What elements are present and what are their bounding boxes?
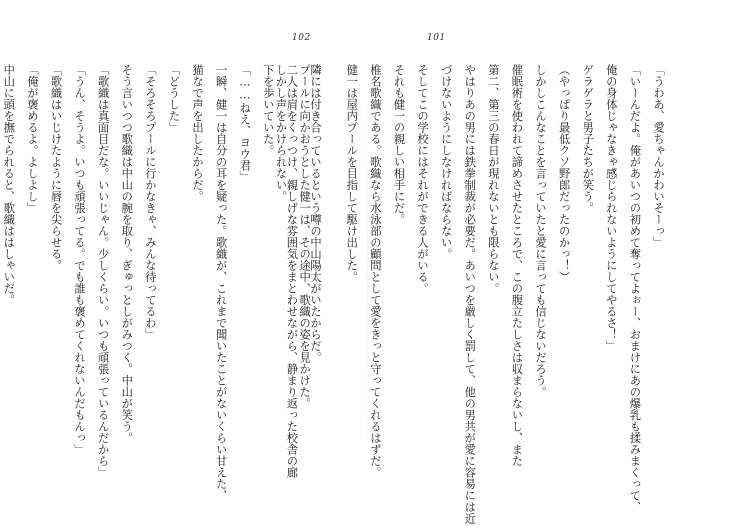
text-line: 「うわあ、愛ちゃんかわいそーっ」: [652, 64, 665, 248]
text-line: 猫なで声を出したからだ。: [191, 64, 205, 202]
text-line: ゲラゲラと男子たちが笑う。: [581, 64, 595, 214]
text-line: 「そろそろプールに行かなきゃ、みんな待ってるわ」: [143, 64, 157, 340]
text-line: づけないようにしなければならない。: [439, 64, 453, 260]
text-line: しかし声をかけられない。: [274, 64, 288, 202]
text-line: 第二、第三の春日が現れないとも限らない。: [486, 64, 500, 294]
text-line: そう言いつつ歌織は中山の腕を取り、ぎゅっとしがみつく。中山が笑う。: [120, 64, 134, 444]
text-line: 隣には付き合っているという噂の中山陽太がいたからだ。: [309, 64, 322, 363]
left-page-text: [2, 64, 327, 501]
text-line: しかしこんなことを言っていたと愛に言っても信じないだろう。: [534, 64, 548, 398]
text-line: プールに向かおうとした健一は、その途中、歌織の姿を見かけた。: [298, 64, 312, 409]
text-line: そしてこの学校にはそれができる人がいる。: [416, 64, 430, 294]
text-line: それも健一の親しい相手にだ。: [392, 64, 406, 225]
text-line: （やっぱり最低クソ野郎だったのかっ！）: [557, 64, 571, 283]
text-line: 「俺が褒めるよ。よしよし」: [25, 64, 39, 214]
page-number-left: 102: [292, 33, 311, 43]
text-line: 「いーんだよ。俺があいつの初めて奪ってよぉー、おまけにあの爆乳も揉みまくって、: [628, 64, 642, 513]
text-line: 俺の身体じゃなきゃ感じられないようにしてやるさ！」: [604, 64, 618, 352]
page-number-right: 101: [427, 33, 446, 43]
text-line: 下を歩いていた。: [261, 64, 275, 156]
text-line: 椎名歌織である。歌織なら水泳部の顧問として愛をきっと守ってくれるはずだ。: [368, 64, 382, 478]
text-line: 中山に頭を撫でられると、歌織ははしゃいだ。: [2, 64, 16, 306]
text-line: 「うん、そうよ。いつも頑張ってる。でも誰も褒めてくれないんだもんっ」: [73, 64, 87, 455]
text-line: 「……ねえ、ヨウ君」: [238, 64, 252, 183]
text-line: 二人は肩をくっつけ、親しげな雰囲気をまとわせながら、静まり返った校舎の廊: [285, 64, 299, 478]
text-line: やはりあの男には鉄拳制裁が必要だ。あいつを厳しく罰して、他の男共が愛に容易には近: [463, 64, 477, 524]
text-line: 「歌織は真面目だな。いいじゃん。少しくらい。いつも頑張っているんだから」: [96, 64, 110, 478]
text-line: 「どうした」: [167, 64, 181, 133]
text-line: 健一は屋内プールを目指して駆け出した。: [345, 64, 359, 283]
text-line: 催眠術を使われて諦めさせたところで、この腹立たしさは収まらないし、また: [510, 64, 524, 467]
text-line: 一瞬、健一は自分の耳を疑った。歌織が、これまで聞いたことがないくらい甘えた、: [214, 64, 228, 501]
text-line: 「歌織はいじけたように唇を尖らせる。: [49, 64, 63, 271]
